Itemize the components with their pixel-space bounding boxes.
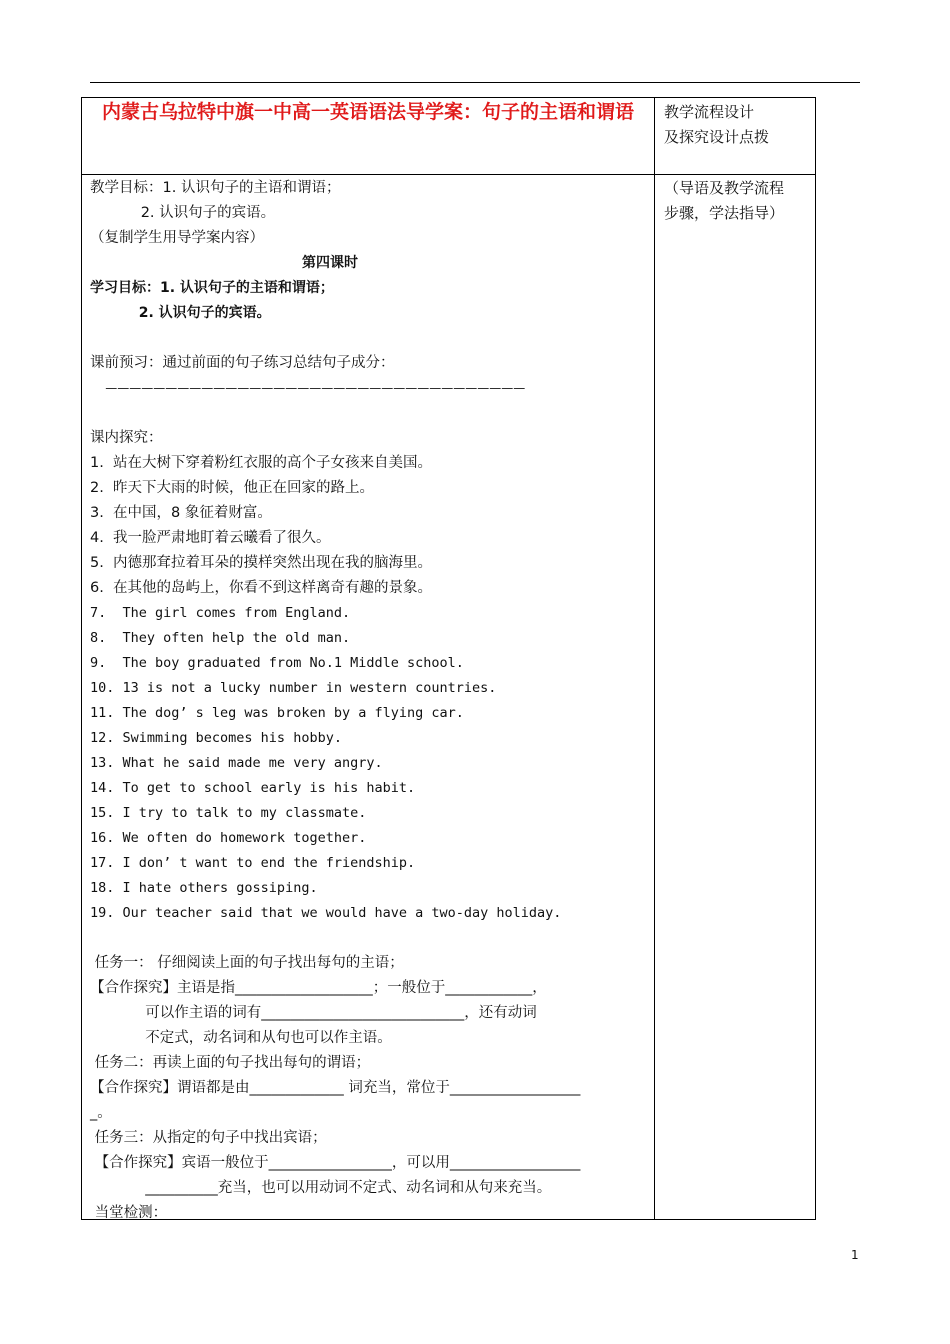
side-title-line1: 教学流程设计: [664, 103, 755, 121]
spacer: [90, 926, 650, 951]
sentence-item: 1. 站在大树下穿着粉红衣服的高个子女孩来自美国。: [90, 455, 433, 471]
learning-goal-1: 学习目标：1. 认识句子的主语和谓语；: [90, 280, 334, 296]
column-divider: [654, 98, 655, 1219]
sentence-item: 11. The dog’ s leg was broken by a flying car.: [90, 705, 464, 721]
lesson-table: [81, 97, 816, 1220]
page-number: 1: [851, 1248, 859, 1262]
lesson-title: 第四课时: [302, 255, 358, 271]
task-2: 任务二：再读上面的句子找出每句的谓语；: [90, 1055, 371, 1071]
preview-blank: ———————————————————————————————————: [90, 381, 526, 395]
sentence-item: 13. What he said made me very angry.: [90, 755, 383, 771]
sentence-item: 16. We often do homework together.: [90, 830, 367, 846]
side-column-header: [664, 100, 769, 150]
task-3-explore-b: __________充当，也可以用动词不定式、动名词和从句来充当。: [90, 1180, 552, 1196]
side-column-note: [664, 176, 814, 226]
main-content: [90, 176, 650, 1226]
sentence-item: 18. I hate others gossiping.: [90, 880, 318, 896]
sentence-list: [90, 451, 650, 926]
sentence-item: 10. 13 is not a lucky number in western countries.: [90, 680, 497, 696]
spacer: [90, 401, 650, 426]
classroom-check: 当堂检测：: [90, 1205, 168, 1221]
copy-note: （复制学生用导学案内容）: [90, 230, 264, 246]
task-2-explore-b: _。: [90, 1105, 112, 1121]
task-1-explore-b: 可以作主语的词有____________________________，还有动词: [90, 1005, 537, 1021]
preview-line: 课前预习：通过前面的句子练习总结句子成分：: [90, 355, 395, 371]
side-title-line2: 及探究设计点拨: [664, 128, 770, 146]
sentence-item: 6. 在其他的岛屿上，你看不到这样离奇有趣的景象。: [90, 580, 433, 596]
spacer: [90, 326, 650, 351]
header-rule: [90, 82, 860, 83]
sentence-item: 8. They often help the old man.: [90, 630, 351, 646]
learning-goal-2: 2. 认识句子的宾语。: [90, 305, 271, 321]
teaching-goal-2: 2. 认识句子的宾语。: [90, 205, 276, 221]
sentence-item: 15. I try to talk to my classmate.: [90, 805, 367, 821]
task-3-explore-a: 【合作探究】宾语一般位于_________________，可以用__________________: [90, 1155, 581, 1171]
sentence-item: 14. To get to school early is his habit.: [90, 780, 416, 796]
sentence-item: 5. 内德那耷拉着耳朵的摸样突然出现在我的脑海里。: [90, 555, 433, 571]
teaching-goal-1: 教学目标：1. 认识句子的主语和谓语；: [90, 180, 341, 196]
task-1-explore-c: 不定式，动名词和从句也可以作主语。: [90, 1030, 392, 1046]
inclass-label: 课内探究：: [90, 430, 163, 446]
document-title: 内蒙古乌拉特中旗一中高一英语语法导学案：句子的主语和谓语: [101, 101, 634, 123]
sentence-item: 7. The girl comes from England.: [90, 605, 351, 621]
sentence-item: 17. I don’ t want to end the friendship.: [90, 855, 416, 871]
task-2-explore-a: 【合作探究】谓语都是由_____________ 词充当，常位于__________________: [90, 1080, 581, 1096]
sentence-item: 12. Swimming becomes his hobby.: [90, 730, 342, 746]
side-note-line1: （导语及教学流程: [664, 179, 785, 197]
sentence-item: 19. Our teacher said that we would have a two-day holiday.: [90, 905, 562, 921]
sentence-item: 2. 昨天下大雨的时候，他正在回家的路上。: [90, 480, 375, 496]
sentence-item: 4. 我一脸严肃地盯着云曦看了很久。: [90, 530, 331, 546]
task-1-explore-a: 【合作探究】主语是指___________________；一般位于____________，: [90, 980, 547, 996]
header-divider: [82, 174, 815, 175]
task-3: 任务三：从指定的句子中找出宾语；: [90, 1130, 327, 1146]
task-1: 任务一： 仔细阅读上面的句子找出每句的主语；: [90, 955, 404, 971]
sentence-item: 9. The boy graduated from No.1 Middle school.: [90, 655, 464, 671]
side-note-line2: 步骤，学法指导）: [664, 204, 785, 222]
sentence-item: 3. 在中国，8 象征着财富。: [90, 505, 272, 521]
